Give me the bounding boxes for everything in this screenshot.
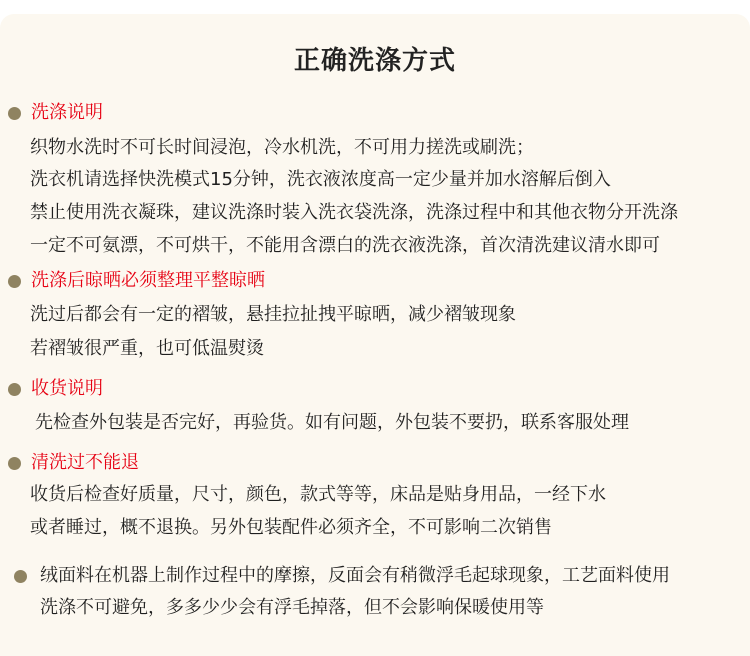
section-title: 洗涤说明: [31, 102, 103, 123]
section-heading-drying: [8, 268, 265, 294]
section-heading-receiving: [8, 376, 103, 402]
content-card: [0, 14, 750, 656]
bullet-dot-icon: [14, 570, 27, 583]
bullet-dot-icon: [8, 383, 21, 396]
washing-line-4: 一定不可氨漂，不可烘干，不能用含漂白的洗衣液洗涤，首次清洗建议清水即可: [30, 235, 660, 256]
washing-line-3: 禁止使用洗衣凝珠，建议洗涤时装入洗衣袋洗涤，洗涤过程中和其他衣物分开洗涤: [30, 202, 678, 223]
no-return-line-2: 或者睡过，概不退换。另外包装配件必须齐全，不可影响二次销售: [30, 517, 552, 538]
section-title: 收货说明: [31, 378, 103, 399]
drying-line-1: 洗过后都会有一定的褶皱，悬挂拉扯拽平晾晒，减少褶皱现象: [30, 304, 516, 325]
fabric-note-line-2: 洗涤不可避免，多多少少会有浮毛掉落，但不会影响保暖使用等: [40, 597, 544, 618]
bullet-dot-icon: [8, 107, 21, 120]
fabric-note: [14, 563, 670, 589]
bullet-dot-icon: [8, 457, 21, 470]
drying-line-2: 若褶皱很严重，也可低温熨烫: [30, 338, 264, 359]
section-title: 清洗过不能退: [31, 452, 139, 473]
fabric-note-line-1: 绒面料在机器上制作过程中的摩擦，反面会有稍微浮毛起球现象，工艺面料使用: [40, 565, 670, 586]
washing-line-1: 织物水洗时不可长时间浸泡，冷水机洗，不可用力搓洗或刷洗；: [30, 137, 534, 158]
receiving-line-1: 先检查外包装是否完好，再验货。如有问题，外包装不要扔，联系客服处理: [35, 412, 629, 433]
page-title: 正确洗涤方式: [293, 46, 456, 76]
bullet-dot-icon: [8, 275, 21, 288]
washing-line-2: 洗衣机请选择快洗模式15分钟，洗衣液浓度高一定少量并加水溶解后倒入: [30, 169, 611, 190]
section-heading-washing: [8, 100, 103, 126]
section-heading-no-return: [8, 450, 139, 476]
no-return-line-1: 收货后检查好质量，尺寸，颜色，款式等等，床品是贴身用品，一经下水: [30, 484, 606, 505]
section-title: 洗涤后晾晒必须整理平整晾晒: [31, 270, 265, 291]
